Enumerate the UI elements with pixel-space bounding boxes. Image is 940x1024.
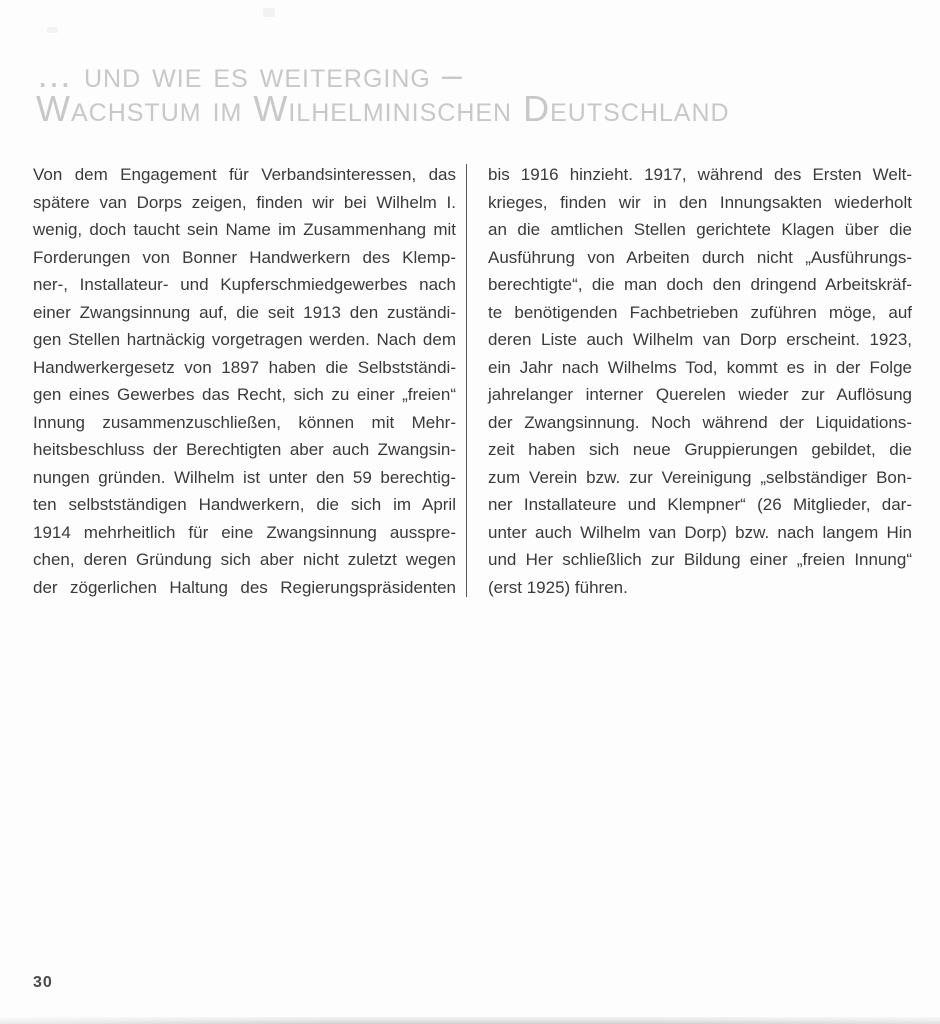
text-line: Forderungen von Bonner Handwerkern des Klemp-: [33, 247, 456, 267]
page-title-line1: … und wie es weiterging –: [36, 54, 463, 95]
text-line: gen Stellen hartnäckig vorgetragen werden. Nach dem: [33, 330, 456, 349]
text-line: 1914 mehrheitlich für eine Zwangsinnung ausspre-: [33, 522, 456, 542]
text-line: einer Zwangsinnung auf, die seit 1913 den zuständi-: [33, 302, 456, 322]
text-line: bis 1916 hinzieht. 1917, während des Ersten Welt-: [488, 165, 912, 184]
page-title-line2: Wachstum im Wilhelminischen Deutschland: [36, 88, 730, 129]
text-line: an die amtlichen Stellen gerichtete Klagen über die: [488, 220, 912, 239]
text-line: (erst 1925) führen.: [488, 577, 628, 597]
page-bottom-edge-shadow: [0, 1017, 940, 1024]
text-line: zum Verein bzw. zur Vereinigung „selbständiger Bon-: [488, 467, 912, 487]
text-line: Von dem Engagement für Verbandsinteressen, das: [33, 165, 456, 184]
scan-smudge: [47, 27, 58, 33]
text-line: spätere van Dorps zeigen, finden wir bei Wilhelm I.: [33, 192, 456, 212]
text-line: ein Jahr nach Wilhelms Tod, kommt es in der Folge: [488, 357, 912, 377]
text-line: Handwerkergesetz von 1897 haben die Selbstständi-: [33, 357, 456, 377]
text-line: ner Installateure und Klempner“ (26 Mitglieder, dar-: [488, 495, 912, 514]
left-column: [33, 161, 456, 601]
text-line: und Her schließlich zur Bildung einer „freien Innung“: [488, 550, 912, 569]
text-line: gen eines Gewerbes das Recht, sich zu einer „freien“: [33, 385, 456, 404]
text-line: zeit haben sich neue Gruppierungen gebildet, die: [488, 440, 912, 459]
text-line: ner-, Installateur- und Kupferschmiedgewerbes nach: [33, 275, 456, 294]
text-line: chen, deren Gründung sich aber nicht zuletzt wegen: [33, 550, 456, 569]
text-line: te benötigenden Fachbetrieben zuführen möge, auf: [488, 302, 912, 322]
text-line: wenig, doch taucht sein Name im Zusammenhang mit: [33, 220, 456, 239]
right-column: [488, 161, 912, 601]
page-title: [36, 54, 730, 129]
text-line: berechtigte“, die man doch den dringend Arbeitskräf-: [488, 275, 912, 294]
text-line: heitsbeschluss der Berechtigten aber auch Zwangsin-: [33, 440, 456, 459]
text-line: Ausführung von Arbeiten durch nicht „Ausführungs-: [488, 247, 912, 267]
article-body: [33, 161, 912, 601]
text-line: der Zwangsinnung. Noch während der Liquidations-: [488, 412, 912, 432]
text-line: nungen gründen. Wilhelm ist unter den 59 berechtig-: [33, 467, 456, 487]
text-line: krieges, finden wir in den Innungsakten wiederholt: [488, 192, 912, 212]
text-line: der zögerlichen Haltung des Regierungspräsidenten: [33, 577, 456, 597]
text-line: Innung zusammenzuschließen, können mit Mehr-: [33, 412, 456, 432]
column-divider-rule: [466, 164, 467, 597]
page-number: 30: [33, 974, 53, 991]
text-line: ten selbstständigen Handwerkern, die sich im April: [33, 495, 456, 514]
scan-smudge: [263, 8, 275, 17]
text-line: unter auch Wilhelm van Dorp) bzw. nach langem Hin: [488, 522, 912, 542]
text-line: jahrelanger interner Querelen wieder zur Auflösung: [488, 385, 912, 404]
text-line: deren Liste auch Wilhelm van Dorp erscheint. 1923,: [488, 330, 912, 349]
